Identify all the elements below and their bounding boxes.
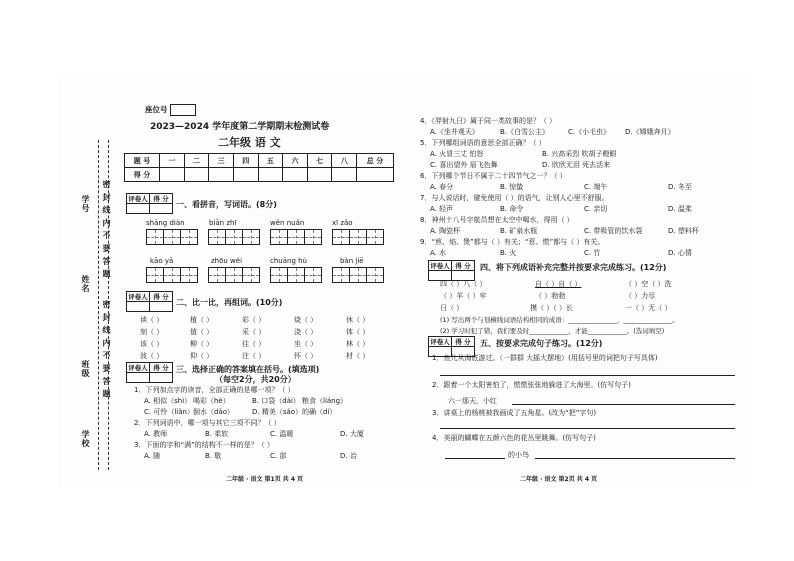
idiom-blank[interactable]: （ ）羊（ ）牢 — [440, 292, 487, 300]
option[interactable]: D. 大厦 — [340, 430, 364, 438]
option[interactable]: C. 竹 — [584, 249, 601, 257]
compare-item[interactable]: 采（ ） — [242, 328, 266, 336]
grader-box-4 — [428, 260, 475, 281]
sec4-title: 四、将下列成语补充完整并按要求完成练习。(12分) — [480, 263, 667, 272]
pinyin: chuāng hù — [270, 257, 307, 265]
option[interactable]: C. 喜出望外 眉飞色舞 — [430, 161, 498, 169]
pinyin: kāo yā — [150, 257, 174, 265]
compare-item[interactable]: 值（ ） — [190, 328, 214, 336]
pinyin: biān zhī — [209, 219, 237, 227]
writing-boxes[interactable] — [208, 229, 259, 245]
option[interactable]: A. 水 — [430, 249, 447, 257]
exam-subject: 二年级 语 文 — [218, 136, 281, 149]
score-header-cell: 二 — [184, 154, 209, 168]
compare-item[interactable]: 休（ ） — [346, 316, 370, 324]
option[interactable]: D. 治 — [340, 452, 357, 460]
score-header-cell: 五 — [258, 154, 283, 168]
answer-line[interactable] — [535, 458, 735, 459]
score-cell[interactable] — [233, 168, 258, 182]
grader-label: 评卷人 — [430, 338, 450, 346]
q6-text: 6．下列哪个节日不属于二十四节气之一？（ ） — [420, 172, 567, 180]
q5-text: 5．下列哪组词语的意思全部正确？（ ） — [420, 139, 546, 147]
idiom-blank[interactable]: （ ）勃勃 — [535, 292, 566, 300]
option[interactable]: B. 惊蛰 — [500, 183, 524, 191]
option[interactable]: 的确（dí） — [302, 408, 337, 416]
option[interactable]: A. 相似（shì） — [144, 397, 192, 405]
score-cell[interactable] — [184, 168, 209, 182]
writing-boxes[interactable] — [270, 229, 321, 245]
seal-warning-2: 密 封 线 内 不 要 答 题 — [102, 300, 111, 399]
score-header-cell: 四 — [233, 154, 258, 168]
option[interactable]: A. 春分 — [430, 183, 454, 191]
sec2-title: 二、比一比，再组词。(10分) — [176, 298, 283, 307]
sentence-task: 3．讲桌上的杨桃被我画成了五角星。(改为“把”字句) — [432, 409, 597, 417]
compare-item[interactable]: 刻（ ） — [140, 328, 164, 336]
grader-label: 评卷人 — [128, 364, 148, 372]
answer-line[interactable] — [445, 458, 505, 459]
seat-label: 座位号 — [145, 105, 168, 114]
sec3-subtitle: （每空2分，共20分） — [215, 375, 296, 384]
option[interactable]: B. 柔软 — [205, 430, 229, 438]
option[interactable]: A.《坐井观天》 — [430, 128, 479, 136]
compare-item[interactable]: 柳（ ） — [190, 340, 214, 348]
option[interactable]: B.《白雪公主》 — [500, 128, 550, 136]
writing-boxes[interactable] — [146, 267, 197, 283]
grader-box-3 — [126, 362, 173, 383]
writing-boxes[interactable] — [208, 267, 259, 283]
name-label: 姓名 — [81, 275, 90, 293]
sentence-task: 1．鱼儿从海底游过。（一群群 大摇大摆地）(用括号里的词把句子写具体) — [432, 354, 658, 362]
number-label: 学号 — [81, 195, 90, 213]
compare-item[interactable]: 注（ ） — [242, 352, 266, 360]
score-table — [124, 153, 394, 182]
answer-line[interactable] — [440, 375, 735, 376]
footer-left: 二年级 · 语文 第1页 共 4 页 — [226, 476, 304, 483]
compare-item[interactable]: 波（ ） — [140, 352, 164, 360]
option[interactable]: A. 随 — [144, 452, 161, 460]
option[interactable]: D. 欣欣无泪 死去活来 — [542, 161, 611, 169]
score-header-cell: 总 分 — [357, 154, 394, 168]
option[interactable]: B. 矿泉水瓶 — [500, 227, 538, 235]
score-cell[interactable] — [307, 168, 332, 182]
q8-text: 8．神州十八号宇航员想在太空中喝水，得用（ ） — [420, 216, 574, 224]
option[interactable]: D. 冬至 — [668, 183, 692, 191]
seat-box[interactable] — [170, 104, 196, 116]
compare-item[interactable]: 烧（ ） — [294, 316, 318, 324]
compare-item[interactable]: 植（ ） — [190, 316, 214, 324]
score-cell[interactable] — [209, 168, 234, 182]
score-header-cell: 八 — [332, 154, 357, 168]
option[interactable]: B. 兴高采烈 吹胡子瞪眼 — [542, 150, 617, 158]
idiom-blank[interactable]: 日（ ） — [440, 304, 464, 312]
grader-score-label: 得 分 — [452, 261, 475, 271]
option[interactable]: D. 精美（sǎo） — [252, 408, 303, 416]
compare-item[interactable]: 该（ ） — [140, 340, 164, 348]
option[interactable]: 粮食（liáng） — [302, 397, 348, 405]
footer-right: 二年级 · 语文 第2页 共 4 页 — [520, 476, 598, 483]
sec1-title: 一、看拼音，写词语。(8分) — [176, 200, 277, 209]
exam-title: 2023—2024 学年度第二学期期末检测试卷 — [150, 122, 330, 132]
grader-box-2 — [126, 291, 173, 312]
option[interactable]: C. 可怜（liǎn） — [144, 408, 194, 416]
score-header-cell: 七 — [307, 154, 332, 168]
option[interactable]: D. 温柔 — [668, 205, 692, 213]
q4-text: 4．《羿射九日》属于同一类故事的是？（ ） — [420, 117, 557, 125]
class-label: 班级 — [81, 360, 90, 378]
score-cell[interactable] — [160, 168, 185, 182]
sec4-sub2: (2) 学习时犯了错，我们要及时____________，才能____________。(选词填空) — [440, 327, 665, 335]
sec4-sub1: (1) 写出两个与划横线词语结构相同的成语：_______________，_______________。 — [440, 316, 679, 324]
seal-line — [98, 140, 99, 470]
score-header-cell: 题 号 — [125, 154, 160, 168]
idiom-blank[interactable]: （ ）力尽 — [625, 292, 656, 300]
compare-item[interactable]: 读（ ） — [140, 316, 164, 324]
option[interactable]: 喝彩（hè） — [193, 397, 230, 405]
grader-label: 评卷人 — [128, 293, 148, 301]
q9-text: 9．“煎、焰、煲”都与（ ）有关；“惹、慌”都与（ ）有关。 — [420, 238, 605, 246]
q7-text: 7．与人说话时，避免使用（ ）的语气，让别人心里不舒服。 — [420, 194, 609, 202]
answer-line[interactable] — [440, 428, 735, 429]
compare-item[interactable]: 彩（ ） — [242, 316, 266, 324]
compare-item[interactable]: 往（ ） — [242, 340, 266, 348]
score-cell[interactable] — [332, 168, 357, 182]
score-row-label: 得 分 — [125, 168, 160, 182]
option[interactable]: B. 命令 — [500, 205, 524, 213]
option[interactable]: C. 部 — [270, 452, 287, 460]
option[interactable]: 倒水（dǎo） — [193, 408, 235, 416]
score-header-cell: 一 — [160, 154, 185, 168]
sentence-prompt: 的小鸟 — [508, 451, 529, 459]
grader-score-label: 得 分 — [452, 337, 475, 347]
sec5-title: 五、按要求完成句子练习。(12分) — [480, 339, 603, 348]
option[interactable]: A. 教师 — [144, 430, 168, 438]
score-cell[interactable] — [258, 168, 283, 182]
sec3-title: 三、选择正确的答案填在括号。(填选项) — [176, 365, 320, 374]
option[interactable]: B. 火 — [500, 249, 517, 257]
option[interactable]: A. 轻声 — [430, 205, 454, 213]
idiom-blank[interactable]: 摸（ ）（ ）长 — [530, 304, 573, 312]
option[interactable]: C.《小毛虫》 — [568, 128, 611, 136]
option[interactable]: C. 温暖 — [270, 430, 294, 438]
grader-score-label: 得 分 — [150, 194, 173, 204]
school-label: 学校 — [81, 430, 90, 448]
sentence-task: 2．跟着一个太阳害怕了，慌慌张张地躲进了大海里。(仿写句子) — [432, 381, 631, 389]
grader-score-label: 得 分 — [150, 363, 173, 373]
grader-box-1 — [126, 193, 173, 214]
q2-text: 2．下列词语中，哪一项与其它三项不同？（ ） — [134, 419, 281, 427]
writing-boxes[interactable] — [146, 229, 197, 245]
writing-boxes[interactable] — [270, 267, 321, 283]
option[interactable]: D. 塑料杯 — [668, 227, 699, 235]
option[interactable]: B. 敬 — [205, 452, 222, 460]
pinyin: bàn jiē — [340, 257, 364, 265]
idiom-blank[interactable]: 四（ ）八（ ） — [440, 280, 487, 288]
compare-item[interactable]: 怀（ ） — [294, 352, 318, 360]
option[interactable]: C. 亲切 — [584, 205, 608, 213]
q3-text: 3．下面的字和“满”的结构不一样的是？（ ） — [134, 441, 274, 449]
writing-boxes[interactable] — [332, 229, 383, 245]
option[interactable]: A. 陶瓷杯 — [430, 227, 461, 235]
option[interactable]: D.《嫦娥奔月》 — [625, 128, 675, 136]
compare-item[interactable]: 材（ ） — [346, 352, 370, 360]
pinyin: xī zǎo — [332, 219, 353, 227]
pinyin: zhōu wéi — [211, 257, 243, 265]
compare-item[interactable]: 浇（ ） — [294, 328, 318, 336]
option[interactable]: D. 心情 — [668, 249, 692, 257]
option[interactable]: C. 端午 — [584, 183, 608, 191]
grader-label: 评卷人 — [430, 262, 450, 270]
idiom-blank-underlined[interactable]: 自（ ）自（ ） — [535, 280, 582, 288]
option[interactable]: B. 口袋（dài） — [252, 397, 300, 405]
grader-label: 评卷人 — [128, 195, 148, 203]
compare-item[interactable]: 体（ ） — [346, 328, 370, 336]
compare-item[interactable]: 坐（ ） — [294, 340, 318, 348]
compare-item[interactable]: 林（ ） — [346, 340, 370, 348]
score-cell[interactable] — [357, 168, 394, 182]
compare-item[interactable]: 仰（ ） — [190, 352, 214, 360]
pinyin: wěn nuǎn — [270, 219, 305, 227]
idiom-blank[interactable]: 一（ ）无（ ） — [625, 304, 672, 312]
option[interactable]: C. 带吸管的饮水袋 — [584, 227, 643, 235]
score-header-cell: 六 — [283, 154, 308, 168]
score-header-cell: 三 — [209, 154, 234, 168]
sentence-task: 4．美丽的蝴蝶在五颜六色的花丛里跳舞。(仿写句子) — [432, 434, 596, 442]
pinyin: shāng diàn — [146, 219, 185, 227]
idiom-blank[interactable]: （ ）空（ ）洗 — [625, 280, 672, 288]
answer-line[interactable] — [512, 404, 735, 405]
option[interactable]: A. 火冒三丈 怕怒 — [430, 150, 484, 158]
seal-warning-1: 密 封 线 内 不 要 答 题 — [102, 180, 111, 279]
writing-boxes[interactable] — [332, 267, 383, 283]
q1-text: 1．下列加点字的读音，全部正确的是哪一项？（ ） — [134, 386, 295, 394]
grader-score-label: 得 分 — [150, 292, 173, 302]
sentence-prompt: 六一那天，小红 — [448, 397, 497, 405]
score-cell[interactable] — [283, 168, 308, 182]
